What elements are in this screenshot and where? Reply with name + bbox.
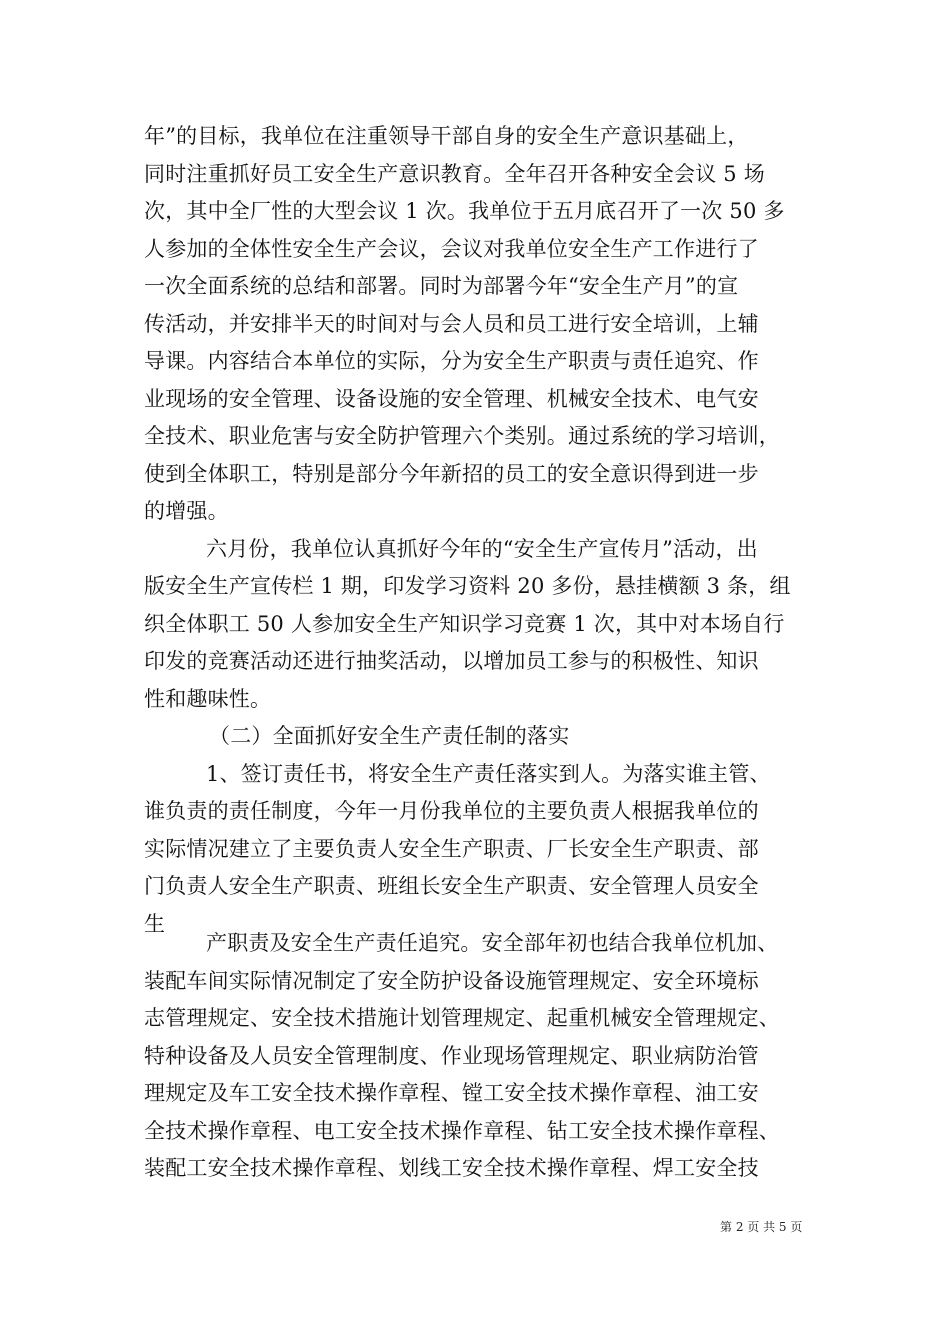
text-line: 一次全面系统的总结和部署。同时为部署今年“安全生产月”的宣 <box>144 274 739 298</box>
text-line: 生 <box>144 911 166 936</box>
text-line: 特种设备及人员安全管理制度、作业现场管理规定、职业病防治管 <box>144 1043 759 1068</box>
text-line: 实际情况建立了主要负责人安全生产职责、厂长安全生产职责、部 <box>144 836 759 861</box>
text-line: 的增强。 <box>144 499 229 523</box>
text-line: 印发的竞赛活动还进行抽奖活动，以增加员工参与的积极性、知识 <box>144 649 759 673</box>
text-line: 志管理规定、安全技术措施计划管理规定、起重机械安全管理规定、 <box>144 1006 780 1030</box>
text-line: 全技术操作章程、电工安全技术操作章程、钻工安全技术操作章程、 <box>144 1118 780 1143</box>
text-line: 理规定及车工安全技术操作章程、镗工安全技术操作章程、油工安 <box>144 1081 759 1105</box>
text-line: 导课。内容结合本单位的实际，分为安全生产职责与责任追究、作 <box>144 349 759 373</box>
text-line: 谁负责的责任制度，今年一月份我单位的主要负责人根据我单位的 <box>144 799 759 823</box>
text-line: 织全体职工 50 人参加安全生产知识学习竞赛 1 次，其中对本场自行 <box>144 611 785 636</box>
text-line: 业现场的安全管理、设备设施的安全管理、机械安全技术、电气安 <box>144 386 759 411</box>
text-line: 同时注重抓好员工安全生产意识教育。全年召开各种安全会议 5 场 <box>144 161 765 186</box>
text-line: 传活动，并安排半天的时间对与会人员和员工进行安全培训，上辅 <box>144 311 759 336</box>
body-text-block-2 <box>144 925 834 1188</box>
section-heading: （二）全面抓好安全生产责任制的落实 <box>209 724 570 748</box>
body-text-block-1 <box>144 118 834 943</box>
text-line: 使到全体职工，特别是部分今年新招的员工的安全意识得到进一步 <box>144 461 759 486</box>
text-line: 门负责人安全生产职责、班组长安全生产职责、安全管理人员安全 <box>144 874 759 898</box>
page-number-footer: 第 2 页 共 5 页 <box>720 1220 803 1234</box>
text-line: 年”的目标，我单位在注重领导干部自身的安全生产意识基础上， <box>144 124 749 148</box>
paragraph-start-line: 1、签订责任书，将安全生产责任落实到人。为落实谁主管、 <box>206 761 771 786</box>
text-line: 人参加的全体性安全生产会议，会议对我单位安全生产工作进行了 <box>144 236 759 261</box>
text-line: 装配车间实际情况制定了安全防护设备设施管理规定、安全环境标 <box>144 968 759 993</box>
text-line: 版安全生产宣传栏 1 期，印发学习资料 20 多份，悬挂横额 3 条，组 <box>144 574 791 598</box>
paragraph-start-line: 产职责及安全生产责任追究。安全部年初也结合我单位机加、 <box>206 931 779 955</box>
text-line: 装配工安全技术操作章程、划线工安全技术操作章程、焊工安全技 <box>144 1156 759 1180</box>
paragraph-start-line: 六月份，我单位认真抓好今年的“安全生产宣传月”活动，出 <box>206 536 758 561</box>
text-line: 次，其中全厂性的大型会议 1 次。我单位于五月底召开了一次 50 多 <box>144 199 785 223</box>
text-line: 全技术、职业危害与安全防护管理六个类别。通过系统的学习培训， <box>144 424 780 448</box>
text-line: 性和趣味性。 <box>144 686 272 711</box>
